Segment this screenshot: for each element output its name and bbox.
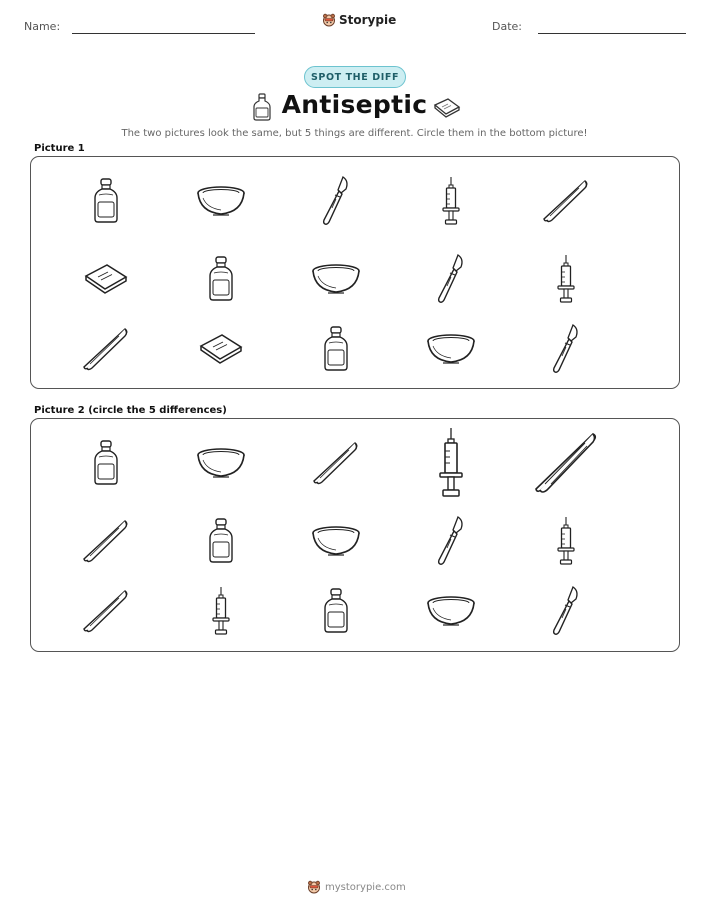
pic1-bowl-icon (306, 249, 366, 309)
name-label: Name: (24, 20, 61, 33)
picture-2-label: Picture 2 (circle the 5 differences) (34, 405, 227, 416)
date-label: Date: (492, 20, 522, 33)
pic1-syringe-icon (421, 171, 481, 231)
pic1-scalpel-icon (536, 319, 596, 379)
date-line[interactable] (538, 33, 686, 34)
pic2-scalpel-icon[interactable] (421, 511, 481, 571)
pic2-bowl-icon[interactable] (306, 511, 366, 571)
pic2-tweezers-icon[interactable] (76, 511, 136, 571)
pic1-syringe-icon (536, 249, 596, 309)
pic1-bottle-icon (306, 319, 366, 379)
pic2-tweezers-icon[interactable] (76, 581, 136, 641)
pic1-tweezers-icon (76, 319, 136, 379)
pic1-tweezers-icon (536, 171, 596, 231)
instructions: The two pictures look the same, but 5 things are different. Circle them in the bottom picture! (121, 128, 588, 139)
pic1-bowl-icon (421, 319, 481, 379)
picture-2-panel[interactable] (30, 418, 680, 652)
pic1-bottle-icon (76, 171, 136, 231)
pic2-bowl-icon[interactable] (191, 433, 251, 493)
page-title: Antiseptic (281, 90, 428, 119)
storypie-mascot-icon (322, 13, 336, 27)
gauze-pad-icon (431, 96, 461, 123)
pic1-gauze-icon (191, 319, 251, 379)
pic2-scalpel-icon[interactable] (536, 581, 596, 641)
pic2-syringe-icon[interactable] (411, 423, 491, 503)
footer-url: mystorypie.com (325, 881, 406, 893)
pic1-scalpel-icon (306, 171, 366, 231)
name-line[interactable] (72, 33, 255, 34)
pic1-gauze-icon (76, 249, 136, 309)
picture-1-label: Picture 1 (34, 143, 85, 154)
pic2-tweezers-icon[interactable] (526, 423, 606, 503)
pic2-bowl-icon[interactable] (421, 581, 481, 641)
brand-name: Storypie (339, 13, 397, 27)
brand-logo (322, 13, 396, 27)
pic2-bottle-icon[interactable] (76, 433, 136, 493)
pic1-bottle-icon (191, 249, 251, 309)
pic2-bottle-icon[interactable] (191, 511, 251, 571)
pic2-bottle-icon[interactable] (306, 581, 366, 641)
pic1-bowl-icon (191, 171, 251, 231)
picture-1-panel (30, 156, 680, 389)
pic2-syringe-icon[interactable] (536, 511, 596, 571)
storypie-mascot-icon (307, 880, 321, 894)
pic2-syringe-icon[interactable] (191, 581, 251, 641)
pic1-scalpel-icon (421, 249, 481, 309)
pic2-tweezers-icon[interactable] (306, 433, 366, 493)
footer (307, 880, 406, 894)
spot-the-diff-badge: SPOT THE DIFF (304, 66, 406, 88)
